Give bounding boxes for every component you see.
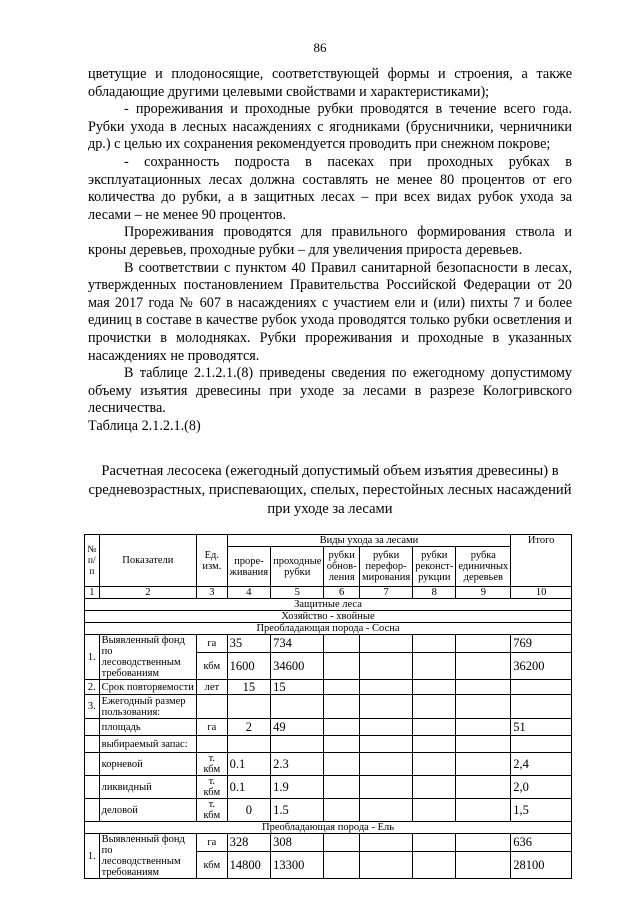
cell-total: 51 (511, 719, 572, 736)
table-title: Расчетная лесосека (ежегодный допустимый объем изъятия древесины) в средневозрастных, приспевающих, спелых, перестойных лесных насаждений при уходе за лесами (88, 463, 572, 517)
col-number: 7 (359, 587, 412, 599)
col-number: 8 (413, 587, 456, 599)
col-number: 1 (85, 587, 100, 599)
cell-value: 0.1 (227, 753, 270, 776)
cell-value: 34600 (271, 653, 324, 680)
section-forest: Защитные леса (85, 599, 572, 611)
cell-value: 2.3 (271, 753, 324, 776)
cell-value: 1.9 (271, 776, 324, 799)
header-type: проре-живания (227, 547, 270, 587)
row-label: деловой (99, 799, 196, 822)
cell-value: 13300 (271, 852, 324, 879)
col-number: 3 (197, 587, 228, 599)
header-type: рубки перефор-мирования (359, 547, 412, 587)
header-types-group: Виды ухода за лесами (227, 535, 511, 547)
row-label: Выявленный фонд по лесоводственным требованиям (99, 834, 196, 879)
header-type: рубки реконст-рукции (413, 547, 456, 587)
cell-value: 328 (227, 834, 270, 852)
table-label: Таблица 2.1.2.1.(8) (88, 417, 201, 434)
header-type: проходные рубки (271, 547, 324, 587)
col-number: 6 (324, 587, 360, 599)
col-number: 2 (99, 587, 196, 599)
row-label: Срок повторяемости (99, 680, 196, 695)
cell-total: 636 (511, 834, 572, 852)
unit-cell: га (197, 635, 228, 653)
row-label: Выявленный фонд по лесоводственным требованиям (99, 635, 196, 680)
logging-volume-table (84, 534, 572, 879)
paragraph: Прореживания проводятся для правильного формирования ствола и кроны деревьев, проходные рубки – для увеличения прироста деревьев. (88, 224, 572, 258)
header-total: Итого (511, 535, 572, 587)
paragraph: В соответствии с пунктом 40 Правил санитарной безопасности в лесах, утвержденных постановлением Правительства Российской Федерации от 20 мая 2017 года № 607 в насаждениях с участием ели и (или) пихты 7 и более единиц в составе в качестве рубок ухода проводятся только рубки осветления и прочистки в молодняках. Рубки прореживания и проходные в указанных насаждениях не проводятся. (88, 259, 572, 364)
unit-cell: т. кбм (197, 799, 228, 822)
species-header: Преобладающая порода - Сосна (85, 623, 572, 635)
row-label: Ежегодный размер пользования: (99, 695, 196, 719)
row-label: корневой (99, 753, 196, 776)
unit-cell: т. кбм (197, 753, 228, 776)
row-label: выбираемый запас: (99, 736, 196, 753)
cell-value: 15 (271, 680, 324, 695)
cell-total: 2,0 (511, 776, 572, 799)
unit-cell: га (197, 719, 228, 736)
row-number: 1. (85, 834, 100, 879)
cell-total: 1,5 (511, 799, 572, 822)
cell-value: 1.5 (271, 799, 324, 822)
cell-total: 769 (511, 635, 572, 653)
unit-cell: лет (197, 680, 228, 695)
row-label: ликвидный (99, 776, 196, 799)
header-unit: Ед. изм. (197, 535, 228, 587)
paragraph: В таблице 2.1.2.1.(8) приведены сведения по ежегодному допустимому объему изъятия древесины при уходе за лесами в разрезе Кологривского лесничества. (88, 365, 572, 417)
unit-cell: т. кбм (197, 776, 228, 799)
header-type: рубка единичных деревьев (456, 547, 511, 587)
unit-cell: кбм (197, 653, 228, 680)
row-number: 2. (85, 680, 100, 695)
section-farm: Хозяйство - хвойные (85, 611, 572, 623)
paragraph: цветущие и плодоносящие, соответствующей формы и строения, а также обладающие другими целевыми свойствами и характеристиками); (88, 66, 572, 100)
header-indicators: Показатели (99, 535, 196, 587)
cell-value: 308 (271, 834, 324, 852)
row-label: площадь (99, 719, 196, 736)
col-number: 4 (227, 587, 270, 599)
col-number: 9 (456, 587, 511, 599)
cell-value: 35 (227, 635, 270, 653)
col-number: 5 (271, 587, 324, 599)
cell-value: 0.1 (227, 776, 270, 799)
cell-value: 15 (227, 680, 270, 695)
body-text (88, 66, 572, 435)
row-number: 3. (85, 695, 100, 719)
cell-value: 0 (227, 799, 270, 822)
paragraph: - сохранность подроста в пасеках при проходных рубках в эксплуатационных лесах должна составлять не менее 80 процентов от его количества до рубки, а в защитных лесах – при всех видах рубок ухода за лесами – не менее 90 процентов. (88, 153, 572, 223)
unit-cell: га (197, 834, 228, 852)
cell-value: 49 (271, 719, 324, 736)
row-number: 1. (85, 635, 100, 680)
page-number: 86 (313, 40, 327, 55)
header-num: № п/п (85, 535, 100, 587)
cell-value: 14800 (227, 852, 270, 879)
cell-value: 1600 (227, 653, 270, 680)
col-number: 10 (511, 587, 572, 599)
cell-total: 2,4 (511, 753, 572, 776)
cell-total: 28100 (511, 852, 572, 879)
paragraph: - прореживания и проходные рубки проводятся в течение всего года. Рубки ухода в лесных насаждениях с ягодниками (брусничники, черничники др.) с целью их сохранения рекомендуется проводить при снежном покрове; (88, 101, 572, 153)
cell-value: 734 (271, 635, 324, 653)
cell-total: 36200 (511, 653, 572, 680)
cell-value: 2 (227, 719, 270, 736)
header-type: рубки обнов-ления (324, 547, 360, 587)
species-header: Преобладающая порода - Ель (85, 822, 572, 834)
unit-cell: кбм (197, 852, 228, 879)
